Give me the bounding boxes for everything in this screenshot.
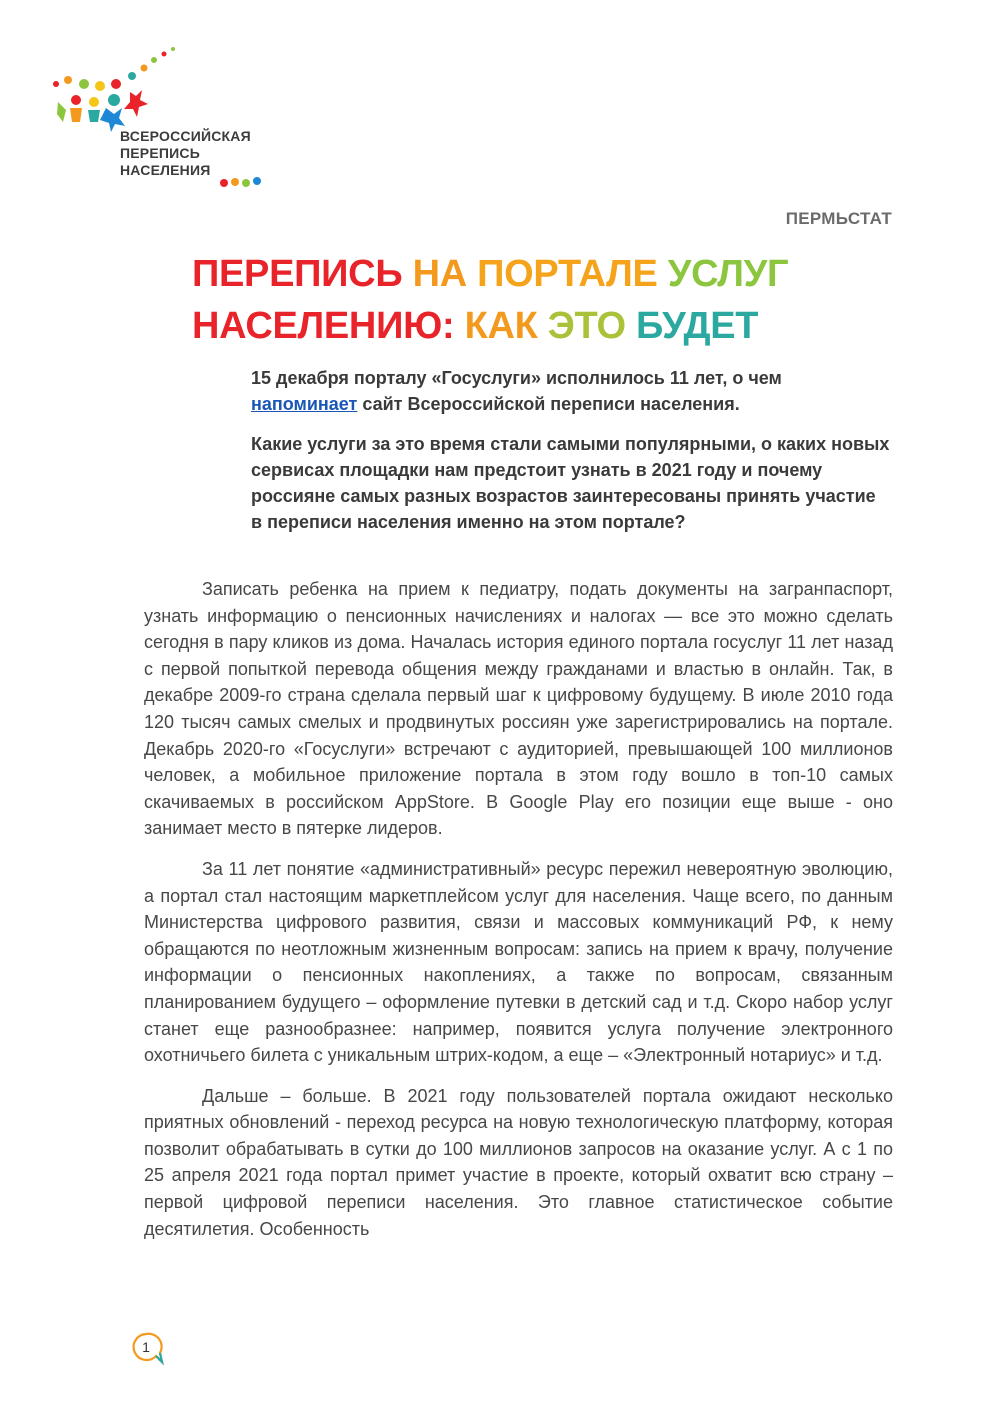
organization-name: ПЕРМЬСТАТ <box>785 209 892 228</box>
reminder-link[interactable]: напоминает <box>251 394 358 414</box>
lead-paragraph-2: Какие услуги за это время стали самыми популярными, о каких новых сервисах площадки нам предстоит узнать в 2021 году и почему россияне самых разных возрастов заинтересованы принять участие в переписи населения именно на этом портале? <box>251 434 890 532</box>
lead-section <box>251 365 891 549</box>
logo-line-2: ПЕРЕПИСЬ <box>120 145 200 161</box>
page-title <box>192 248 912 352</box>
page-number-text: 1 <box>142 1339 150 1355</box>
title-line2-word-1: НАСЕЛЕНИЮ: <box>192 305 465 347</box>
body-paragraph-3: Дальше – больше. В 2021 году пользователей портала ожидают несколько приятных обновлений - переход ресурса на новую технологическую платформу, которая позволит обрабатывать в сутки до 100 миллионов запросов на оказание услуг. А с 1 по 25 апреля 2021 года портал примет участие в проекте, который охватит всю страну – первой цифровой переписи населения. Это главное статистическое событие десятилетия. Особенность <box>144 1085 893 1239</box>
title-line-1 <box>192 248 912 300</box>
title-line2-word-4: БУДЕТ <box>636 305 759 347</box>
lead-p1-text-before: 15 декабря порталу «Госуслуги» исполнилось 11 лет, о чем <box>251 368 782 388</box>
logo-text <box>120 128 251 179</box>
title-line1-word-3: ПОРТАЛЕ <box>477 253 668 295</box>
title-line1-word-4: УСЛУГ <box>667 253 789 295</box>
logo-line-3: НАСЕЛЕНИЯ <box>120 162 211 178</box>
logo-line-1: ВСЕРОССИЙСКАЯ <box>120 128 251 144</box>
lead-p1-text-after: сайт Всероссийской переписи населения. <box>357 394 740 414</box>
body-paragraph-1: Записать ребенка на прием к педиатру, подать документы на загранпаспорт, узнать информацию о пенсионных начислениях и налогах — все это можно сделать сегодня в пару кликов из дома. Началась история единого портала госуслуг 11 лет назад с первой попыткой перевода общения между гражданами и властью в онлайн. Так, в декабре 2009-го страна сделала первый шаг к цифровому будущему. В июле 2010 года 120 тысяч самых смелых и продвинутых россиян уже зарегистрировались на портале. Декабрь 2020-го «Госуслуги» встречают с аудиторией, превышающей 100 миллионов человек, а мобильное приложение портала в этом году вошло в топ-10 самых скачиваемых в российском AppStore. В Google Play его позиции еще выше - оно занимает место в пятерке лидеров. <box>144 579 893 839</box>
title-line2-word-2: КАК <box>464 305 548 347</box>
lead-paragraph-1 <box>251 365 891 417</box>
title-line-2 <box>192 300 912 352</box>
title-line1-word-1: ПЕРЕПИСЬ <box>192 253 413 295</box>
body-paragraph-2: За 11 лет понятие «административный» ресурс пережил невероятную эволюцию, а портал стал настоящим маркетплейсом услуг для населения. Чаще всего, по данным Министерства цифрового развития, связи и массовых коммуникаций РФ, к нему обращаются по неотложным жизненным вопросам: запись на прием к врачу, получение информации о пенсионных накоплениях, а также по вопросам, связанным планированием будущего – оформление путевки в детский сад и т.д. Скоро набор услуг станет еще разнообразнее: например, появится услуга получение электронного охотничьего билета с уникальным штрих-кодом, а еще – «Электронный нотариус» и т.д. <box>144 858 893 1066</box>
article-body <box>144 576 893 1256</box>
page-number <box>131 1332 165 1366</box>
title-line2-word-3: ЭТО <box>547 305 636 347</box>
title-line1-word-2: НА <box>412 253 478 295</box>
